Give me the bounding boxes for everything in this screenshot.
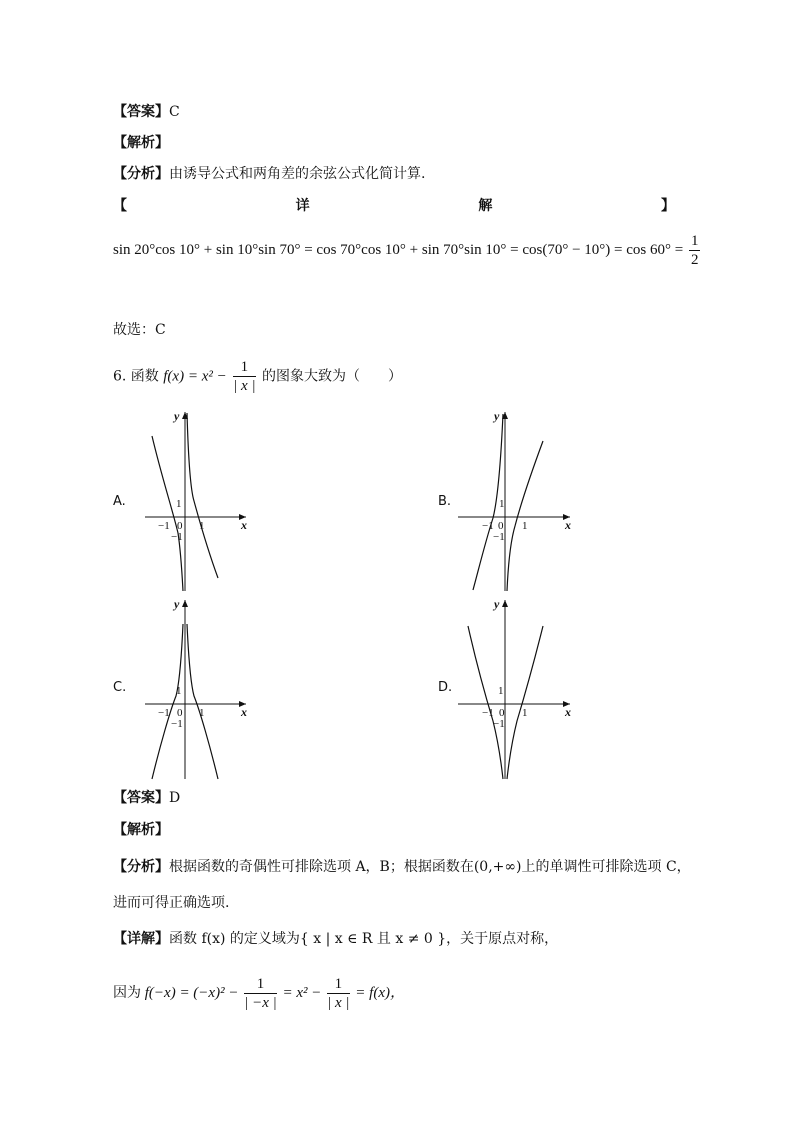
x-axis-label: x <box>241 705 247 719</box>
xiangjie-line-q6 <box>113 929 558 949</box>
q6-function: f(x) = x² − <box>163 368 227 385</box>
because-part-1: f(−x) = (−x)² − <box>144 984 239 1001</box>
conclusion-text: 故选：C <box>113 322 166 338</box>
because-fraction-2 <box>327 975 349 1012</box>
formula-lhs: sin 20°cos 10° + sin 10°sin 70° = cos 70°cos 10° + sin 70°sin 10° = cos(70° − 10°) = cos 60° = <box>113 241 684 258</box>
tick-x-one: 1 <box>522 707 528 719</box>
tick-origin: 0 <box>499 707 505 719</box>
curve-left <box>468 626 503 779</box>
because-part-3: = f(x)， <box>355 984 405 1001</box>
graph-option-b <box>455 408 575 593</box>
x-axis-label: x <box>565 705 571 719</box>
tick-x-one: 1 <box>522 520 528 532</box>
because-numerator-1: 1 <box>244 975 277 994</box>
fenxi-line-q5 <box>113 164 425 184</box>
y-axis-arrow <box>182 600 188 607</box>
detail-word-2: 解 <box>478 198 493 214</box>
because-fraction-1 <box>244 975 277 1012</box>
option-c-label: C. <box>113 680 127 695</box>
because-numerator-2: 1 <box>327 975 349 994</box>
y-axis-arrow <box>502 600 508 607</box>
answer-label: 【答案】 <box>113 790 169 806</box>
curve-right <box>507 626 543 779</box>
tick-x-neg-one: −1 <box>482 520 494 532</box>
tick-y-neg-one: −1 <box>493 531 505 543</box>
graph-option-a <box>140 408 260 593</box>
curve-right <box>187 413 218 578</box>
tick-y-one: 1 <box>176 498 182 510</box>
fenxi-text: 由诱导公式和两角差的余弦公式化简计算. <box>169 166 426 182</box>
analysis-label: 【解析】 <box>113 822 169 838</box>
option-d-label: D. <box>438 680 453 695</box>
because-denominator-2: | x | <box>327 995 350 1011</box>
y-axis-label: y <box>174 597 180 611</box>
tick-x-one: 1 <box>199 707 205 719</box>
because-line-q6 <box>113 975 405 1012</box>
xiangjie-label: 【详解】 <box>113 931 169 947</box>
because-prefix: 因为 <box>113 984 141 1001</box>
q6-prefix: 6. 函数 <box>113 368 159 385</box>
fraction-numerator: 1 <box>690 233 699 249</box>
q6-fraction <box>233 358 255 395</box>
curve-right <box>187 624 218 779</box>
tick-x-neg-one: −1 <box>158 707 170 719</box>
y-axis-label: y <box>494 597 500 611</box>
answer-value: C <box>169 104 180 120</box>
tick-origin: 0 <box>177 707 183 719</box>
detail-open-bracket: 【 <box>113 198 127 214</box>
answer-line-q5 <box>113 102 180 122</box>
curve-right <box>507 441 543 591</box>
detail-heading-q5 <box>113 196 675 216</box>
x-axis-label: x <box>241 518 247 532</box>
option-a-label: A. <box>113 494 126 509</box>
analysis-label: 【解析】 <box>113 135 169 151</box>
curve-left <box>152 624 183 779</box>
tick-x-neg-one: −1 <box>482 707 494 719</box>
tick-x-neg-one: −1 <box>158 520 170 532</box>
formula-q5 <box>113 232 702 269</box>
analysis-heading-q6 <box>113 820 169 840</box>
q6-numerator: 1 <box>233 358 255 377</box>
fenxi-line-q6-continued <box>113 893 229 913</box>
graph-option-d <box>455 596 575 781</box>
fenxi-label: 【分析】 <box>113 166 169 182</box>
tick-y-one: 1 <box>498 685 504 697</box>
answer-label: 【答案】 <box>113 104 169 120</box>
tick-y-one: 1 <box>176 685 182 697</box>
detail-close-bracket: 】 <box>660 198 675 214</box>
xiangjie-text: 函数 f(x) 的定义域为{ x | x ∈ R 且 x ≠ 0 }，关于原点对称， <box>169 931 559 947</box>
y-axis-label: y <box>174 409 180 423</box>
fraction-denominator: 2 <box>690 252 699 268</box>
analysis-heading-q5 <box>113 133 169 153</box>
option-b-label: B. <box>438 494 452 509</box>
tick-y-neg-one: −1 <box>493 718 505 730</box>
fenxi-text-2: 进而可得正确选项. <box>113 895 230 911</box>
fenxi-label: 【分析】 <box>113 859 169 875</box>
answer-value: D <box>169 790 181 806</box>
tick-y-neg-one: −1 <box>171 718 183 730</box>
q6-suffix: 的图象大致为（ ） <box>262 368 403 385</box>
detail-word-1: 详 <box>295 198 310 214</box>
formula-fraction <box>689 232 701 269</box>
x-axis-label: x <box>565 518 571 532</box>
graph-option-c <box>140 596 260 781</box>
tick-origin: 0 <box>498 520 504 532</box>
tick-origin: 0 <box>177 520 183 532</box>
fenxi-line-q6 <box>113 857 691 877</box>
conclusion-q5 <box>113 320 166 340</box>
fenxi-text: 根据函数的奇偶性可排除选项 A，B；根据函数在(0,+∞)上的单调性可排除选项 C， <box>169 859 691 875</box>
tick-x-one: 1 <box>199 520 205 532</box>
answer-line-q6 <box>113 788 180 808</box>
tick-y-one: 1 <box>499 498 505 510</box>
curve-left <box>152 436 183 591</box>
because-denominator-1: | −x | <box>244 995 277 1011</box>
y-axis-label: y <box>494 409 500 423</box>
because-part-2: = x² − <box>282 984 322 1001</box>
question-6-stem <box>113 358 402 395</box>
q6-denominator: | x | <box>233 378 256 394</box>
tick-y-neg-one: −1 <box>171 531 183 543</box>
